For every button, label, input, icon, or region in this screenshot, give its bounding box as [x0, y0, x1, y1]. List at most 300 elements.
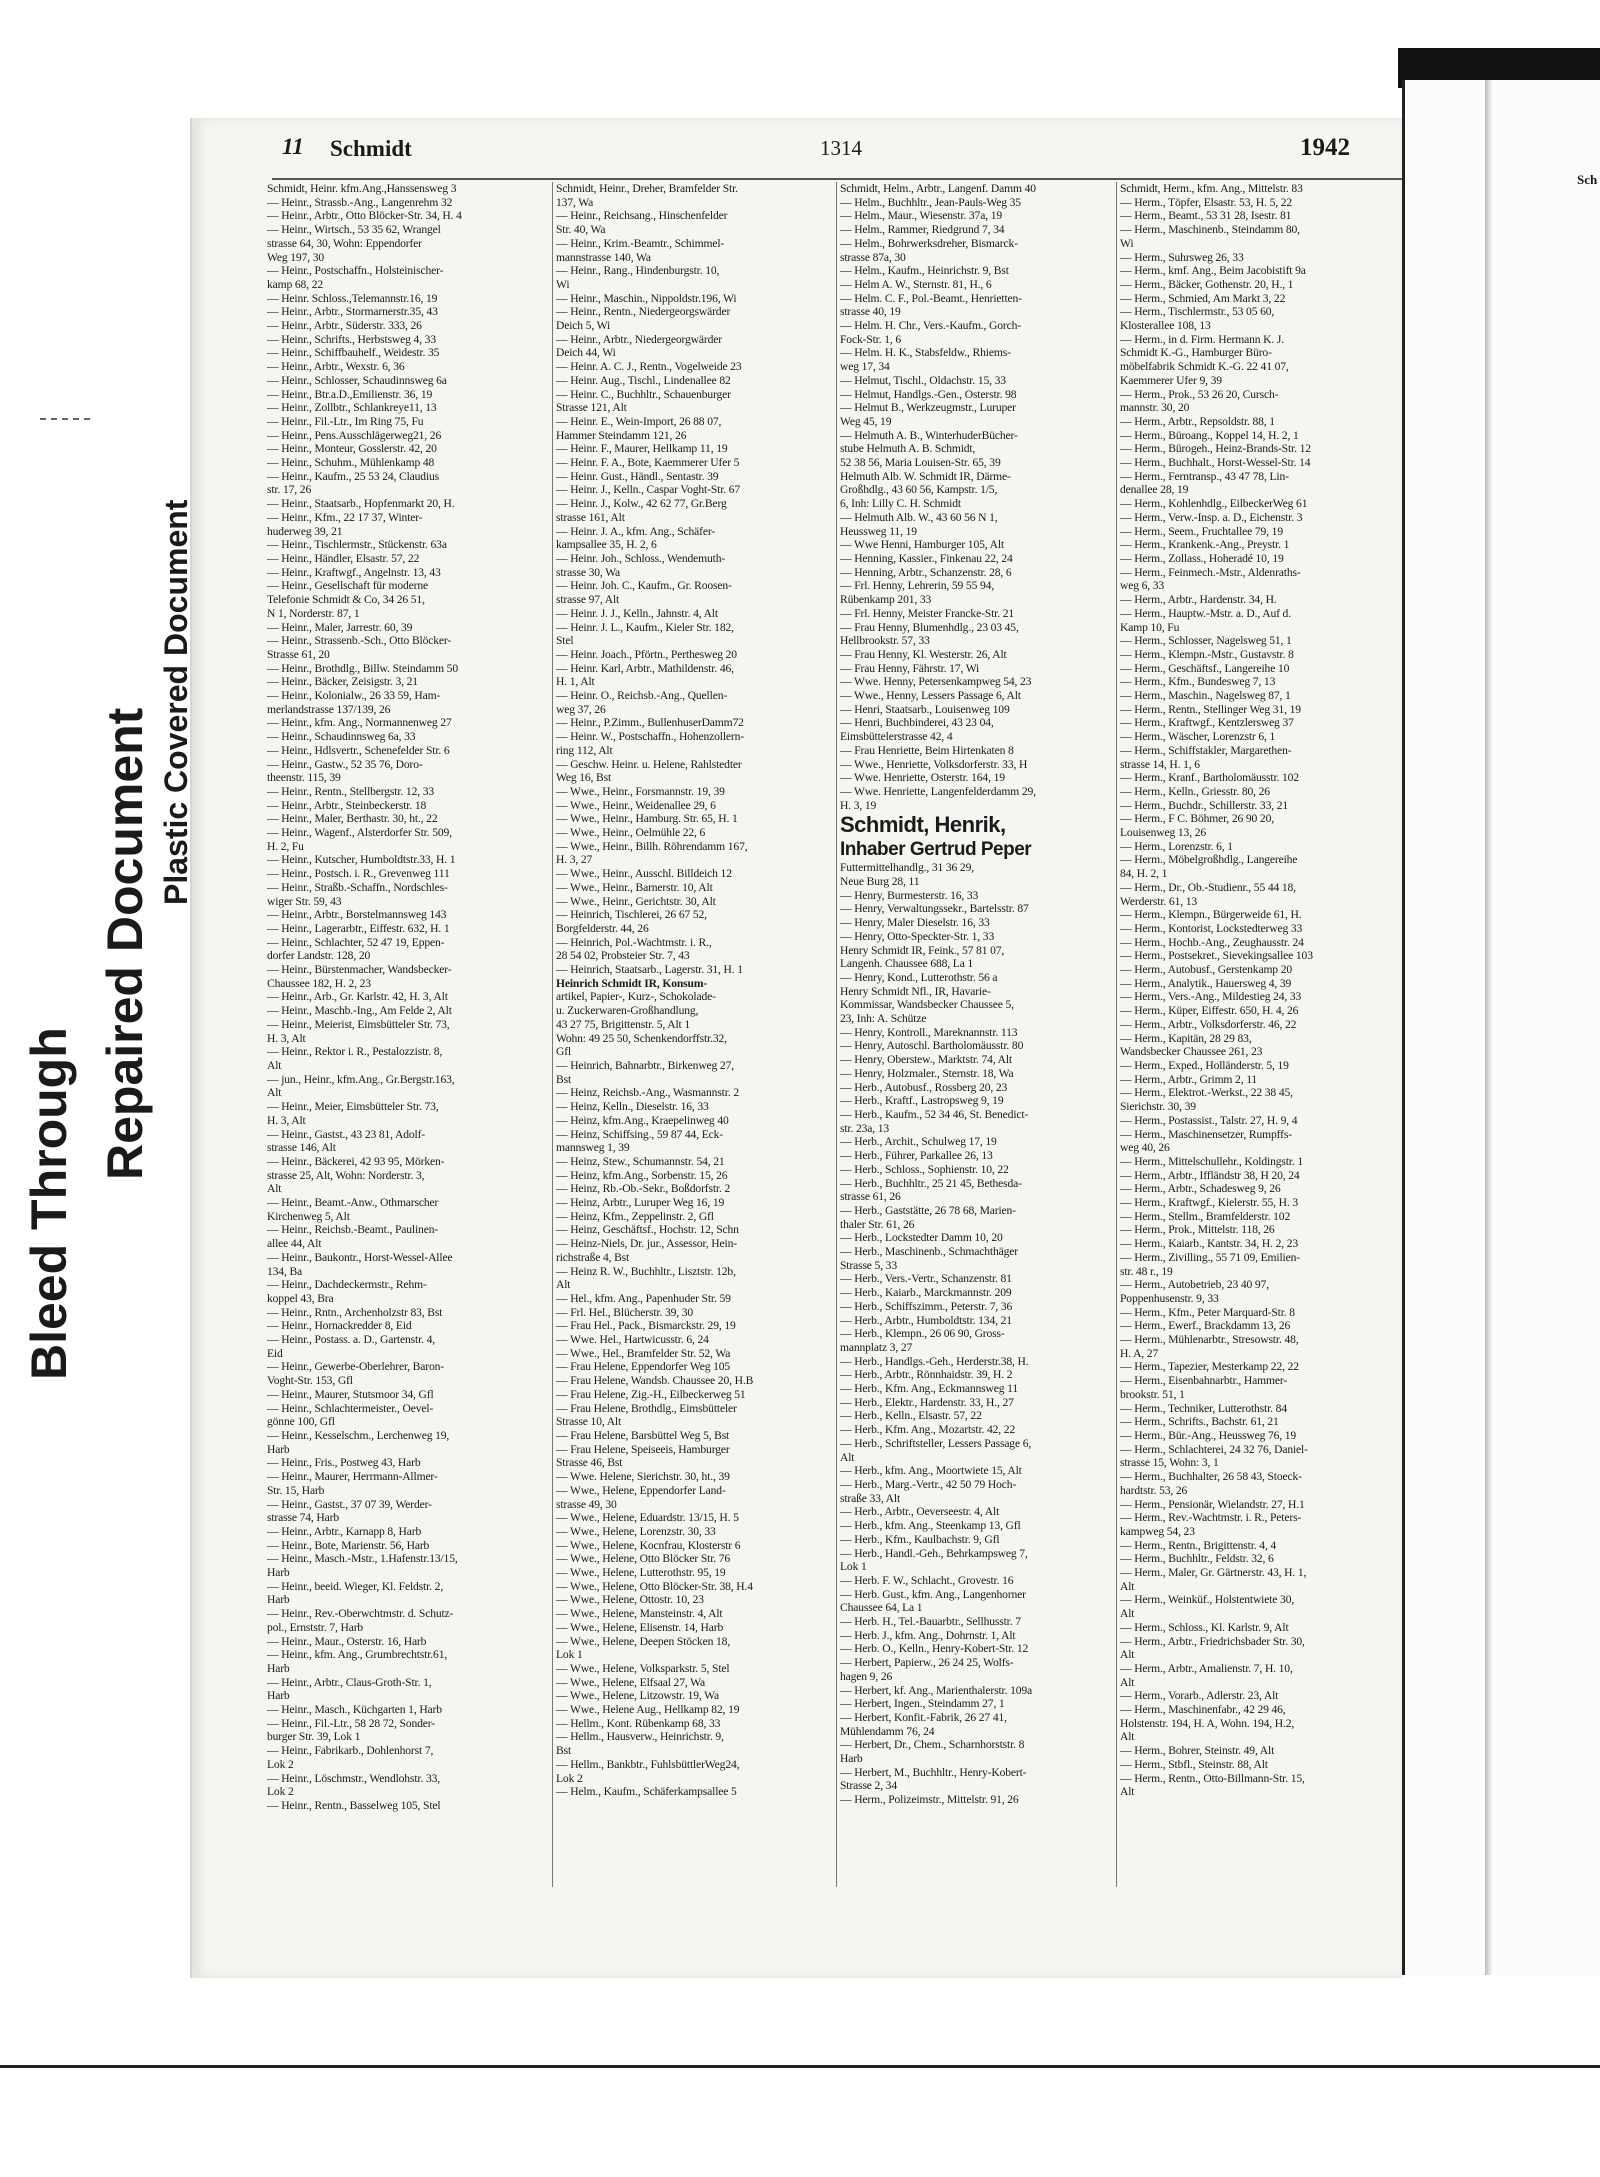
- directory-entry: — Herm., Pensionär, Wielandstr. 27, H.1: [1120, 1497, 1305, 1511]
- directory-entry: — Heinr., Fil.-Ltr., Im Ring 75, Fu: [267, 414, 424, 428]
- directory-entry: Langenh. Chaussee 688, La 1: [840, 957, 974, 971]
- directory-entry: — Heinr., Arbtr., Wexstr. 6, 36: [267, 360, 405, 374]
- directory-entry: Harb: [267, 1593, 290, 1607]
- directory-entry: — Frau Helene, Barsbüttel Weg 5, Bst: [556, 1428, 730, 1442]
- directory-entry: — Herm., Küper, Eiffestr. 650, H. 4, 26: [1120, 1004, 1299, 1018]
- directory-entry: strasse 146, Alt: [267, 1141, 336, 1155]
- directory-entry: — Henry, Holzmaler., Sternstr. 18, Wa: [840, 1066, 1014, 1080]
- directory-entry: weg 17, 34: [840, 360, 890, 374]
- directory-entry: — Herm., Autobusf., Gerstenkamp 20: [1120, 963, 1292, 977]
- overlay-plastic-covered: Plastic Covered Document: [158, 499, 194, 905]
- directory-entry: — Heinr., Rentn., Basselweg 105, Stel: [267, 1798, 441, 1812]
- directory-entry: Louisenweg 13, 26: [1120, 826, 1206, 840]
- directory-entry: Strasse 2, 34: [840, 1779, 897, 1793]
- directory-entry: Str. 15, Harb: [267, 1483, 325, 1497]
- directory-entry: H. 1, Alt: [556, 675, 595, 689]
- directory-entry: strasse 97, Alt: [556, 593, 620, 607]
- column-4: [1116, 182, 1388, 1887]
- directory-entry: — Heinr. W., Postschaffn., Hohenzollern-: [556, 730, 744, 744]
- directory-entry: — Heinr., Bäcker, Zeisigstr. 3, 21: [267, 675, 418, 689]
- directory-entry: kampsallee 35, H. 2, 6: [556, 538, 657, 552]
- directory-entry: — Frl. Henny, Meister Francke-Str. 21: [840, 606, 1015, 620]
- directory-entry: brookstr. 51, 1: [1120, 1387, 1185, 1401]
- directory-entry: — Herb., Archit., Schulweg 17, 19: [840, 1135, 997, 1149]
- directory-entry: Gfl: [556, 1045, 572, 1059]
- directory-entry: Henry Schmidt Nfl., IR, Havarie-: [840, 984, 991, 998]
- directory-entry: — Heinz, kfm.Ang., Sorbenstr. 15, 26: [556, 1168, 728, 1182]
- directory-entry: — Wwe., Helene, Ottostr. 10, 23: [556, 1593, 704, 1607]
- directory-entry: — Herm., Schloss., Kl. Karlstr. 9, Alt: [1120, 1620, 1289, 1634]
- directory-entry: — Heinr., Hornackredder 8, Eid: [267, 1319, 412, 1333]
- directory-entry: — Herb., kfm. Ang., Moortwiete 15, Alt: [840, 1464, 1022, 1478]
- directory-entry: — Herm., Suhrsweg 26, 33: [1120, 250, 1244, 264]
- directory-entry: — Herb. J., kfm. Ang., Dohrnstr. 1, Alt: [840, 1628, 1016, 1642]
- directory-entry: Weg 16, Bst: [556, 771, 612, 785]
- directory-entry: — Heinr. F. A., Bote, Kaemmerer Ufer 5: [556, 456, 740, 470]
- page-header: [282, 134, 1350, 172]
- page-number: 1314: [820, 136, 862, 160]
- directory-entry: Schmidt, Heinr. kfm.Ang.,Hanssensweg 3: [267, 182, 457, 195]
- directory-entry: — Herb., Elektr., Hardenstr. 33, H., 27: [840, 1395, 1014, 1409]
- directory-entry: ring 112, Alt: [556, 743, 613, 757]
- directory-entry: Alt: [1120, 1579, 1135, 1593]
- directory-entry: H. 3, 19: [840, 798, 877, 812]
- directory-entry: — Herm., Maschin., Nagelsweg 87, 1: [1120, 689, 1291, 703]
- next-page-header: Sch: [1577, 172, 1598, 187]
- directory-entry: — Heinr., Gesellschaft für moderne: [267, 579, 429, 593]
- page-fold: [1485, 80, 1493, 1975]
- directory-entry: — Herm., Schiffstakler, Margarethen-: [1120, 743, 1292, 757]
- directory-entry: strasse 49, 30: [556, 1497, 617, 1511]
- directory-entry: — Heinr., Arbtr., Karnapp 8, Harb: [267, 1524, 422, 1538]
- directory-entry: Alt: [1120, 1607, 1135, 1621]
- directory-entry: — Heinr., Baukontr., Horst-Wessel-Allee: [267, 1250, 453, 1264]
- directory-entry: — Heinr., Wagenf., Alsterdorfer Str. 509,: [267, 826, 452, 840]
- directory-entry: Harb: [267, 1661, 290, 1675]
- directory-entry: — Hel., kfm. Ang., Papenhuder Str. 59: [556, 1291, 731, 1305]
- directory-entry: — Herbert, Papierw., 26 24 25, Wolfs-: [840, 1656, 1014, 1670]
- directory-entry: — Herm., Maschinenfabr., 42 29 46,: [1120, 1703, 1286, 1717]
- directory-entry: — Heinr., Schlachtermeister., Oevel-: [267, 1401, 434, 1415]
- directory-entry: strasse 161, Alt: [556, 510, 625, 524]
- directory-entry: Schmidt, Henrik,: [840, 812, 1006, 838]
- directory-entry: Schmidt, Heinr., Dreher, Bramfelder Str.: [556, 182, 738, 195]
- directory-entry: burger Str. 39, Lok 1: [267, 1730, 361, 1744]
- section-number: 11: [282, 134, 304, 159]
- directory-entry: — Herm., Kohlenhdlg., EilbeckerWeg 61: [1120, 497, 1308, 511]
- directory-entry: — Heinr., Arbtr., Claus-Groth-Str. 1,: [267, 1675, 432, 1689]
- directory-entry: — Herb., Schiffszimm., Peterstr. 7, 36: [840, 1299, 1013, 1313]
- directory-entry: — Herm., Büroang., Koppel 14, H. 2, 1: [1120, 428, 1299, 442]
- directory-entry: Harb: [267, 1689, 290, 1703]
- directory-entry: mannplatz 3, 27: [840, 1340, 913, 1354]
- directory-entry: — Heinz, Rb.-Ob.-Sekr., Boßdorfstr. 2: [556, 1182, 731, 1196]
- directory-entry: — Henry, Autoschl. Bartholomäusstr. 80: [840, 1039, 1024, 1053]
- directory-entry: artikel, Papier-, Kurz-, Schokolade-: [556, 990, 716, 1004]
- directory-entry: — Wwe., Heinr., Gerichtstr. 30, Alt: [556, 894, 716, 908]
- directory-entry: — Heinr. Joach., Pförtn., Perthesweg 20: [556, 647, 737, 661]
- directory-entry: Fock-Str. 1, 6: [840, 332, 902, 346]
- directory-entry: — Heinr., Krim.-Beamtr., Schimmel-: [556, 236, 725, 250]
- directory-entry: — Heinr. J. J., Kelln., Jahnstr. 4, Alt: [556, 606, 718, 620]
- directory-entry: — Heinz, Arbtr., Luruper Weg 16, 19: [556, 1196, 725, 1210]
- directory-entry: — Herm., Rentn., Stellinger Weg 31, 19: [1120, 702, 1301, 716]
- directory-entry: — Heinr., Rentn., Stellbergstr. 12, 33: [267, 784, 435, 798]
- directory-entry: — Herb. O., Kelln., Henry-Kobert-Str. 12: [840, 1642, 1029, 1656]
- directory-entry: — Helm., Kaufm., Schäferkampsallee 5: [556, 1785, 737, 1799]
- directory-entry: Wi: [1120, 236, 1134, 250]
- directory-entry: 28 54 02, Probsteier Str. 7, 43: [556, 949, 690, 963]
- directory-entry: Mühlendamm 76, 24: [840, 1724, 935, 1738]
- directory-entry: — Heinr., Strassenb.-Sch., Otto Blöcker-: [267, 634, 452, 648]
- directory-entry: — Helmuth Alb. W., 43 60 56 N 1,: [840, 510, 998, 524]
- directory-entry: Heussweg 11, 19: [840, 524, 917, 538]
- directory-entry: — Heinr. J. L., Kaufm., Kieler Str. 182,: [556, 620, 734, 634]
- directory-entry: — Frau Henny, Fährstr. 17, Wi: [840, 661, 980, 675]
- directory-entry: — Heinr., Strassb.-Ang., Langenrehm 32: [267, 195, 453, 209]
- directory-entry: Werderstr. 61, 13: [1120, 894, 1198, 908]
- directory-entry: — Herm., Arbtr., Iffländstr 38, H 20, 24: [1120, 1168, 1300, 1182]
- directory-entry: strasse 74, Harb: [267, 1511, 339, 1525]
- directory-entry: Harb: [840, 1752, 863, 1766]
- directory-entry: — Heinr., Gastst., 43 23 81, Adolf-: [267, 1127, 426, 1141]
- directory-entry: — Heinr., Zollbtr., Schlankreye11, 13: [267, 401, 437, 415]
- directory-entry: — Herm., Vers.-Ang., Mildestieg 24, 33: [1120, 990, 1302, 1004]
- directory-entry: — Heinr., Maur., Osterstr. 16, Harb: [267, 1634, 427, 1648]
- directory-entry: — Heinz, Reichsb.-Ang., Wasmannstr. 2: [556, 1086, 739, 1100]
- column-2: [552, 182, 834, 1887]
- directory-entry: — Heinr., Schaudinnsweg 6a, 33: [267, 730, 416, 744]
- directory-entry: Harb: [267, 1566, 290, 1580]
- directory-entry: — Heinr., Maurer, Stutsmoor 34, Gfl: [267, 1387, 434, 1401]
- directory-entry: — Herm., Vorarb., Adlerstr. 23, Alt: [1120, 1689, 1279, 1703]
- directory-entry: — Herm., Bürogeh., Heinz-Brands-Str. 12: [1120, 442, 1311, 456]
- directory-entry: — Helmut, Tischl., Oldachstr. 15, 33: [840, 373, 1006, 387]
- directory-entry: — Henry, Verwaltungssekr., Bartelsstr. 87: [840, 902, 1029, 916]
- directory-entry: — Wwe., Heinr., Billh. Röhrendamm 167,: [556, 839, 748, 853]
- directory-entry: — Wwe., Helene, Eduardstr. 13/15, H. 5: [556, 1511, 739, 1525]
- directory-entry: — Helm., Rammer, Riedgrund 7, 34: [840, 223, 1005, 237]
- directory-entry: — Wwe., Helene, Kocnfrau, Klosterstr 6: [556, 1538, 741, 1552]
- directory-entry: allee 44, Alt: [267, 1237, 322, 1251]
- directory-entry: 6, Inh: Lilly C. H. Schmidt: [840, 497, 961, 511]
- directory-entry: Telefonie Schmidt & Co, 34 26 51,: [267, 593, 425, 607]
- directory-entry: — Frl. Henny, Lehrerin, 59 55 94,: [840, 579, 995, 593]
- directory-entry: — Heinr. O., Reichsb.-Ang., Quellen-: [556, 689, 728, 703]
- directory-entry: — Herb., Kfm. Ang., Mozartstr. 42, 22: [840, 1423, 1016, 1437]
- directory-entry: — Henry, Burmesterstr. 16, 33: [840, 888, 979, 902]
- directory-entry: — Frau Helene, Speiseeis, Hamburger: [556, 1442, 730, 1456]
- directory-entry: — Helmuth A. B., WinterhuderBücher-: [840, 428, 1018, 442]
- directory-entry: — Frau Henny, Kl. Westerstr. 26, Alt: [840, 647, 1007, 661]
- directory-entry: — Henry, Maler Dieselstr. 16, 33: [840, 916, 990, 930]
- directory-entry: Str. 40, Wa: [556, 223, 606, 237]
- directory-entry: — Wwe., Helene, Elfsaal 27, Wa: [556, 1675, 705, 1689]
- directory-entry: — Herm., Analytik., Hauersweg 4, 39: [1120, 976, 1292, 990]
- directory-entry: — Herbert, Dr., Chem., Scharnhorststr. 8: [840, 1738, 1025, 1752]
- directory-entry: — Henri, Staatsarb., Louisenweg 109: [840, 702, 1010, 716]
- directory-entry: — Herm., Feinmech.-Mstr., Aldenraths-: [1120, 565, 1301, 579]
- directory-entry: Eimsbüttelerstrasse 42, 4: [840, 730, 953, 744]
- directory-entry: — Herb., Schloss., Sophienstr. 10, 22: [840, 1162, 1009, 1176]
- directory-entry: Deich 5, Wi: [556, 319, 611, 333]
- directory-entry: — Herb. Gust., kfm. Ang., Langenhorner: [840, 1587, 1026, 1601]
- directory-entry: weg 37, 26: [556, 702, 606, 716]
- directory-entry: — Herm., Maschinenb., Steindamm 80,: [1120, 223, 1300, 237]
- directory-entry: — Herm., Ewerf., Brackdamm 13, 26: [1120, 1319, 1291, 1333]
- directory-entry: — Wwe Henni, Hamburger 105, Alt: [840, 538, 1004, 552]
- directory-entry: — Hellm., Kont. Rübenkamp 68, 33: [556, 1716, 721, 1730]
- directory-entry: — Heinr., Arbtr., Otto Blöcker-Str. 34, H. 4: [267, 209, 462, 223]
- directory-entry: — Herm., Buchdr., Schillerstr. 33, 21: [1120, 798, 1289, 812]
- directory-entry: Inhaber Gertrud Peper: [840, 839, 1032, 861]
- directory-entry: denallee 28, 19: [1120, 483, 1189, 497]
- directory-entry: — Heinr. Joh., Schloss., Wendemuth-: [556, 551, 726, 565]
- directory-entry: Chaussee 64, La 1: [840, 1601, 923, 1615]
- directory-entry: strasse 40, 19: [840, 305, 901, 319]
- directory-entry: Strasse 121, Alt: [556, 401, 627, 415]
- directory-entry: — Heinr., Monteur, Gosslerstr. 42, 20: [267, 442, 437, 456]
- directory-entry: — Heinr., Arbtr., Borstelmannsweg 143: [267, 908, 447, 922]
- directory-entry: — Henry, Kond., Lutterothstr. 56 a: [840, 970, 998, 984]
- directory-entry: huderweg 39, 21: [267, 524, 343, 538]
- directory-entry: u. Zuckerwaren-Großhandlung,: [556, 1004, 699, 1018]
- directory-entry: — Herb., Kaufm., 52 34 46, St. Benedict-: [840, 1108, 1029, 1121]
- directory-entry: — Herm., in d. Firm. Hermann K. J.: [1120, 332, 1284, 346]
- directory-entry: — Herm., Zivilling., 55 71 09, Emilien-: [1120, 1250, 1300, 1264]
- directory-entry: — Herm., Hochb.-Ang., Zeughausstr. 24: [1120, 935, 1304, 949]
- directory-entry: — Wwe., Heinr., Oelmühle 22, 6: [556, 826, 706, 840]
- scan-bottom-edge: [0, 2065, 1600, 2068]
- directory-entry: — Herb., Klempn., 26 06 90, Gross-: [840, 1327, 1005, 1341]
- directory-entry: — Herm., Seem., Fruchtallee 79, 19: [1120, 524, 1283, 538]
- directory-entry: — Heinr., Fabrikarb., Dohlenhorst 7,: [267, 1744, 434, 1758]
- directory-entry: Alt: [1120, 1730, 1135, 1744]
- directory-entry: hagen 9, 26: [840, 1669, 893, 1683]
- directory-entry: Schmidt, Herm., kfm. Ang., Mittelstr. 83: [1120, 182, 1303, 195]
- directory-entry: — Herb. H., Tel.-Bauarbtr., Sellhusstr. 7: [840, 1615, 1021, 1629]
- directory-entry: dorfer Landstr. 128, 20: [267, 949, 371, 963]
- directory-entry: wiger Str. 59, 43: [267, 894, 342, 908]
- directory-entry: — Heinr., kfm. Ang., Grumbrechtstr.61,: [267, 1648, 448, 1662]
- directory-entry: — Herm., Weinküf., Holstentwiete 30,: [1120, 1593, 1295, 1607]
- directory-entry: — Frau Henny, Blumenhdlg., 23 03 45,: [840, 620, 1019, 634]
- directory-entry: H. 3, 27: [556, 853, 593, 867]
- directory-entry: — Helm A. W., Sternstr. 81, H., 6: [840, 277, 992, 291]
- directory-entry: — Heinz-Niels, Dr. jur., Assessor, Hein-: [556, 1237, 737, 1251]
- directory-entry: — Herm., Kranf., Bartholomäusstr. 102: [1120, 771, 1299, 785]
- directory-entry: — Heinr., Arbtr., Steinbeckerstr. 18: [267, 798, 427, 812]
- directory-entry: — Herm., Tischlermstr., 53 05 60,: [1120, 305, 1275, 319]
- directory-entry: — Heinr., Kraftwgf., Angelnstr. 13, 43: [267, 565, 441, 579]
- directory-entry: — Heinr., Bäckerei, 42 93 95, Mörken-: [267, 1154, 445, 1168]
- directory-entry: — Herm., Buchhalter, 26 58 43, Stoeck-: [1120, 1470, 1302, 1484]
- directory-entry: — Heinz, Stew., Schumannstr. 54, 21: [556, 1154, 725, 1168]
- overlay-repaired: Repaired Document: [97, 707, 153, 1180]
- directory-entry: — Heinr., Gastst., 37 07 39, Werder-: [267, 1497, 432, 1511]
- directory-entry: — Frau Henriette, Beim Hirtenkaten 8: [840, 743, 1014, 757]
- directory-entry: Holstenstr. 194, H. A, Wohn. 194, H.2,: [1120, 1716, 1295, 1730]
- directory-entry: — Henry, Oberstew., Marktstr. 74, Alt: [840, 1053, 1012, 1067]
- directory-entry: theenstr. 115, 39: [267, 771, 341, 785]
- directory-entry: — Heinr., Rang., Hindenburgstr. 10,: [556, 264, 720, 278]
- directory-entry: — Henri, Buchbinderei, 43 23 04,: [840, 716, 994, 730]
- directory-entry: — Herm., Rentn., Brigittenstr. 4, 4: [1120, 1538, 1277, 1552]
- directory-entry: — Heinr., Rentn., Niedergeorgswärder: [556, 305, 731, 319]
- directory-entry: — Herm., Kelln., Griesstr. 80, 26: [1120, 784, 1270, 798]
- directory-entry: Klosterallee 108, 13: [1120, 319, 1211, 333]
- directory-entry: — Herm., Verw.-Insp. a. D., Eichenstr. 3: [1120, 510, 1303, 524]
- directory-entry: weg 40, 26: [1120, 1141, 1170, 1155]
- directory-entry: — Hellm., Bankbtr., FuhlsbüttlerWeg24,: [556, 1757, 740, 1771]
- directory-entry: merlandstrasse 137/139, 26: [267, 702, 391, 716]
- directory-entry: Stel: [556, 634, 574, 648]
- directory-entry: — Herm., Maler, Gr. Gärtnerstr. 43, H. 1,: [1120, 1566, 1307, 1580]
- directory-entry: — Heinr., Brothdlg., Billw. Steindamm 50: [267, 661, 458, 675]
- directory-entry: — Heinz, Geschäftsf., Hochstr. 12, Schn: [556, 1223, 739, 1237]
- directory-entry: Hellbrookstr. 57, 33: [840, 634, 930, 648]
- directory-entry: — Helm., Bohrwerksdreher, Bismarck-: [840, 236, 1018, 250]
- directory-entry: — Frau Hel., Pack., Bismarckstr. 29, 19: [556, 1319, 736, 1333]
- directory-entry: — Frau Helene, Eppendorfer Weg 105: [556, 1360, 731, 1374]
- directory-entry: — Heinr., Schlachter, 52 47 19, Eppen-: [267, 935, 445, 949]
- directory-entry: — Heinr., P.Zimm., BullenhuserDamm72: [556, 716, 744, 730]
- directory-entry: — Herm., Schlosser, Nagelsweg 51, 1: [1120, 634, 1292, 648]
- directory-entry: Sierichstr. 30, 39: [1120, 1100, 1196, 1114]
- directory-entry: — Wwe., Hel., Bramfelder Str. 52, Wa: [556, 1346, 731, 1360]
- directory-entry: — Heinr., Wirtsch., 53 35 62, Wrangel: [267, 223, 441, 237]
- directory-entry: — Herm., Dr., Ob.-Studienr., 55 44 18,: [1120, 880, 1296, 894]
- directory-entry: — Herb., Kfm. Ang., Eckmannsweg 11: [840, 1382, 1019, 1396]
- directory-entry: str. 17, 26: [267, 483, 312, 497]
- directory-entry: — Herm., Krankenk.-Ang., Preystr. 1: [1120, 538, 1290, 552]
- directory-entry: mannstr. 30, 20: [1120, 401, 1190, 415]
- header-rule: [272, 178, 1402, 180]
- directory-entry: — Heinr., Meier, Eimsbütteler Str. 73,: [267, 1100, 439, 1114]
- directory-entry: — Heinz R. W., Buchhltr., Lisztstr. 12b,: [556, 1264, 736, 1278]
- directory-entry: — Herb., Marg.-Vertr., 42 50 79 Hoch-: [840, 1477, 1017, 1491]
- directory-entry: — Heinz, Schiffsing., 59 87 44, Eck-: [556, 1127, 723, 1141]
- directory-entry: — Herm., Lorenzstr. 6, 1: [1120, 839, 1233, 853]
- directory-entry: — Herm., Geschäftsf., Langereihe 10: [1120, 661, 1290, 675]
- directory-entry: — Frau Helene, Zig.-H., Eilbeckerweg 51: [556, 1387, 746, 1401]
- directory-entry: — Heinr., Fris., Postweg 43, Harb: [267, 1456, 421, 1470]
- directory-entry: Lok 2: [556, 1771, 583, 1785]
- directory-entry: — Herm., Stbfl., Steinstr. 88, Alt: [1120, 1757, 1268, 1771]
- directory-entry: Hammer Steindamm 121, 26: [556, 428, 687, 442]
- directory-entry: — Wwe., Helene, Lorenzstr. 30, 33: [556, 1524, 716, 1538]
- directory-entry: — Helm., Kaufm., Heinrichstr. 9, Bst: [840, 264, 1009, 278]
- directory-entry: — Heinr., Postass. a. D., Gartenstr. 4,: [267, 1333, 436, 1347]
- directory-entry: — Herb., Arbtr., Rönnhaidstr. 39, H. 2: [840, 1368, 1013, 1382]
- directory-entry: — Helm. H. K., Stabsfeldw., Rhiems-: [840, 346, 1011, 360]
- directory-entry: mannsweg 1, 39: [556, 1141, 630, 1155]
- directory-entry: — Wwe., Helene, Eppendorfer Land-: [556, 1483, 726, 1497]
- directory-entry: Kirchenweg 5, Alt: [267, 1209, 350, 1223]
- directory-entry: — jun., Heinr., kfm.Ang., Gr.Bergstr.163,: [267, 1072, 455, 1086]
- directory-entry: Harb: [267, 1442, 290, 1456]
- directory-entry: — Herm., Kraftwgf., Kentzlersweg 37: [1120, 716, 1294, 730]
- directory-entry: — Wwe., Helene, Litzowstr. 19, Wa: [556, 1689, 720, 1703]
- directory-entry: Helmuth Alb. W. Schmidt IR, Därme-: [840, 469, 1011, 483]
- directory-entry: — Herm., Hauptw.-Mstr. a. D., Auf d.: [1120, 606, 1291, 620]
- directory-entry: — Wwe., Henriette, Volksdorferstr. 33, H: [840, 757, 1028, 771]
- directory-entry: — Herm., Rev.-Wachtmstr. i. R., Peters-: [1120, 1511, 1302, 1525]
- directory-entry: — Wwe., Helene, Volksparkstr. 5, Stel: [556, 1661, 730, 1675]
- directory-entry: Chaussee 182, H. 2, 23: [267, 976, 371, 990]
- directory-entry: — Heinr. F., Maurer, Hellkamp 11, 19: [556, 442, 728, 456]
- directory-entry: — Heinr., Reichsang., Hinschenfelder: [556, 209, 728, 223]
- directory-entry: — Herb., Lockstedter Damm 10, 20: [840, 1231, 1003, 1245]
- directory-entry: Alt: [1120, 1675, 1135, 1689]
- directory-entry: Kamp 10, Fu: [1120, 620, 1180, 634]
- directory-entry: — Heinr., Kaufm., 25 53 24, Claudius: [267, 469, 440, 483]
- directory-entry: — Herm., Arbtr., Schadesweg 9, 26: [1120, 1182, 1281, 1196]
- directory-entry: — Herm., Mühlenarbtr., Stresowstr. 48,: [1120, 1333, 1299, 1347]
- header-name: Schmidt: [330, 136, 412, 161]
- directory-entry: — Heinr. J., Kelln., Caspar Voght-Str. 67: [556, 483, 741, 497]
- directory-entry: — Herm., Arbtr., Repsoldstr. 88, 1: [1120, 414, 1275, 428]
- directory-entry: — Heinrich, Tischlerei, 26 67 52,: [556, 908, 707, 922]
- directory-entry: — Herb., Arbtr., Oeverseestr. 4, Alt: [840, 1505, 1000, 1519]
- directory-entry: — Herm., Klempn., Bürgerweide 61, H.: [1120, 908, 1302, 922]
- directory-entry: — Herm., Polizeimstr., Mittelstr. 91, 26: [840, 1793, 1019, 1807]
- directory-entry: H. 3, Alt: [267, 1031, 306, 1045]
- directory-entry: — Heinr., Reichsb.-Beamt., Paulinen-: [267, 1223, 439, 1237]
- directory-entry: — Herm., Tapezier, Mesterkamp 22, 22: [1120, 1360, 1299, 1374]
- directory-entry: — Heinr., Arbtr., Stormarnerstr.35, 43: [267, 305, 438, 319]
- directory-entry: — Herm., Buchhltr., Feldstr. 32, 6: [1120, 1552, 1274, 1566]
- directory-entry: — Herm., Maschinensetzer, Rumpffs-: [1120, 1127, 1292, 1141]
- directory-entry: — Hellm., Hausverw., Heinrichstr. 9,: [556, 1730, 724, 1744]
- directory-entry: — Heinr., Rntn., Archenholzstr 83, Bst: [267, 1305, 443, 1319]
- directory-entry: — Heinrich, Bahnarbtr., Birkenweg 27,: [556, 1059, 734, 1072]
- directory-entry: stube Helmuth A. B. Schmidt,: [840, 442, 976, 456]
- directory-entry: — Herb., kfm. Ang., Steenkamp 13, Gfl: [840, 1519, 1021, 1533]
- overlay-bleed-through: Bleed Through: [21, 1027, 77, 1380]
- directory-entry: — Heinr., Masch.-Mstr., 1.Hafenstr.13/15,: [267, 1552, 458, 1566]
- directory-entry: — Herm., Töpfer, Elsastr. 53, H. 5, 22: [1120, 195, 1293, 209]
- directory-entry: — Herm., Exped., Holländerstr. 5, 19: [1120, 1059, 1289, 1072]
- directory-entry: — Heinr., beeid. Wieger, Kl. Feldstr. 2,: [267, 1579, 444, 1593]
- directory-entry: Poppenhusenstr. 9, 33: [1120, 1291, 1219, 1305]
- directory-entry: — Helm., Buchhltr., Jean-Pauls-Weg 35: [840, 195, 1021, 209]
- directory-entry: — Heinr. Schloss.,Telemannstr.16, 19: [267, 291, 438, 305]
- directory-entry: — Wwe., Heinr., Hamburg. Str. 65, H. 1: [556, 812, 738, 826]
- directory-entry: — Heinr., Dachdeckermstr., Rehm-: [267, 1278, 427, 1292]
- directory-entry: Schmidt K.-G., Hamburger Büro-: [1120, 346, 1272, 360]
- directory-entry: Strasse 61, 20: [267, 647, 330, 661]
- directory-entry: Henry Schmidt IR, Feink., 57 81 07,: [840, 943, 1005, 957]
- directory-entry: — Helm., Maur., Wiesenstr. 37a, 19: [840, 209, 1002, 223]
- directory-entry: — Herm., Prok., 53 26 20, Cursch-: [1120, 387, 1279, 401]
- directory-entry: — Herm., Kontorist, Lockstedterweg 33: [1120, 921, 1303, 935]
- directory-entry: — Herb., Schriftsteller, Lessers Passage 6,: [840, 1436, 1032, 1450]
- directory-entry: Rübenkamp 201, 33: [840, 593, 932, 607]
- directory-entry: — Heinr. Joh. C., Kaufm., Gr. Roosen-: [556, 579, 732, 593]
- directory-entry: koppel 43, Bra: [267, 1291, 334, 1305]
- directory-entry: Lok 1: [840, 1560, 867, 1574]
- directory-entry: — Herm., Techniker, Lutterothstr. 84: [1120, 1401, 1287, 1415]
- directory-entry: — Heinr., Meierist, Eimsbütteler Str. 73,: [267, 1017, 450, 1031]
- directory-entry: — Herm., Kapitän, 28 29 83,: [1120, 1031, 1252, 1045]
- directory-entry: Großhdlg., 43 60 56, Kampstr. 1/5,: [840, 483, 998, 497]
- directory-entry: — Frl. Hel., Blücherstr. 39, 30: [556, 1305, 694, 1319]
- column-3: [836, 182, 1114, 1887]
- directory-entry: Eid: [267, 1346, 283, 1360]
- directory-entry: Weg 45, 19: [840, 414, 892, 428]
- directory-entry: Alt: [267, 1182, 282, 1196]
